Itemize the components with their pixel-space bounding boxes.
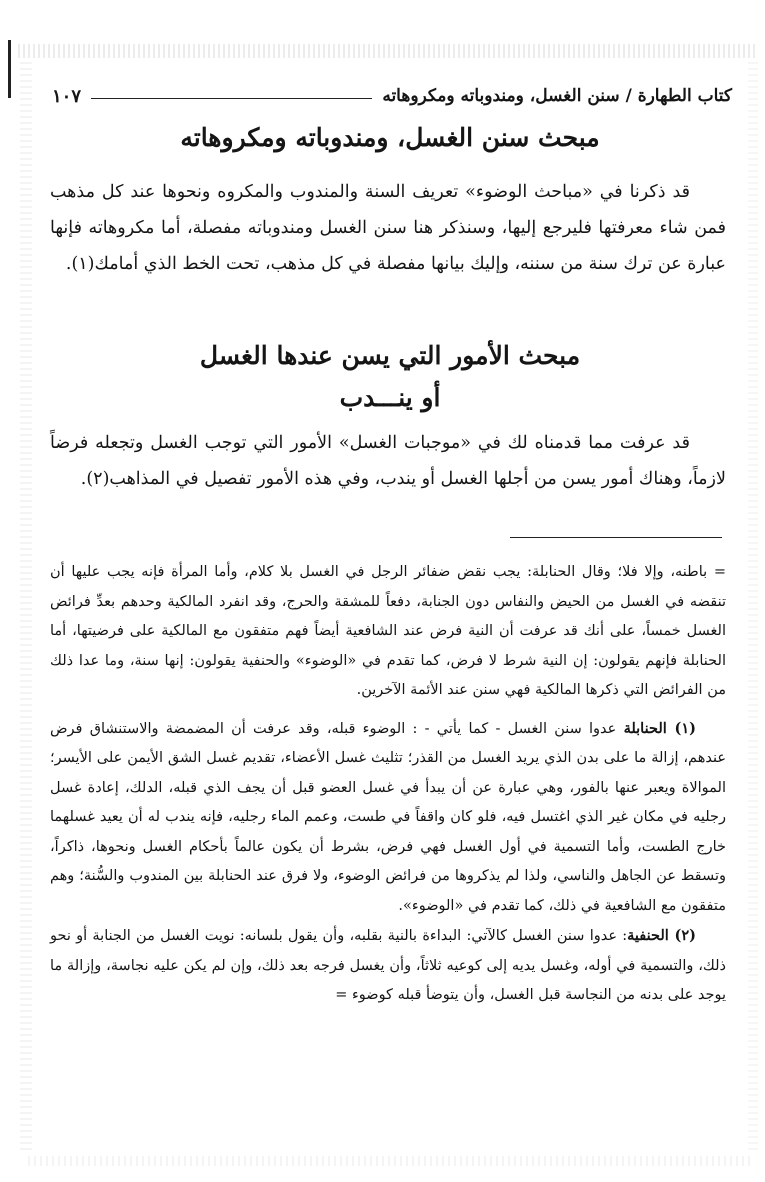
section2-body — [50, 425, 726, 497]
footnote-1-body: عدوا سنن الغسل - كما يأتي - : الوضوء قبله، وقد عرفت أن المضمضة والاستنشاق فرض عندهم، إزالة ما على بدن الذي يريد الغسل من القذر؛ تثليث غسل الأعضاء، تقديم غسل الشق الأيمن على الأيسر؛ الموالاة ويعبر عنها بالفور، وهي عبارة عن أن يبدأ في غسل العضو قبل أن يجف الذي قبله، الدلك، إعادة غسل رجليه في مكان غير الذي اغتسل فيه، فلو كان واقفاً في طست، وعمم الماء رجليه، فإنه يندب له أن يعيد غسلهما خارج الطست، وأما التسمية في أول الغسل فهي فرض، بشرط أن يكون عالماً بأحكام الغسل ونحوها، ذاكراً، وتسقط عن الجاهل والناسي، ولذا لم يذكروها من فرائض الوضوء، ولا فرق عند الحنابلة بين المندوب والسُّنة؛ وهم متفقون مع الشافعية في ذلك، كما تقدم في «الوضوء». — [50, 720, 726, 914]
footnote-1-lead: (١) الحنابلة — [623, 719, 696, 737]
footnote-2-body: : عدوا سنن الغسل كالآتي: البداءة بالنية بقلبه، وأن يقول بلسانه: نويت الغسل من الجنابة أو نحو ذلك، والتسمية في أوله، وغسل يديه إلى كوعيه ثلاثاً، وأن يغسل فرجه بعد ذلك، وإن لم يكن عليه نجاسة، وإزالة ما يوجد على بدنه من النجاسة قبل الغسل، وأن يتوضأ قبله كوضوء = — [50, 928, 726, 1003]
scan-noise-top — [18, 44, 756, 58]
running-title: كتاب الطهارة / سنن الغسل، ومندوباته ومكروهاته — [382, 86, 732, 106]
section-heading-ghusl-occasions-line2: أو ينـــدب — [339, 383, 441, 412]
section1-body — [50, 174, 726, 282]
scan-noise-left — [20, 60, 32, 1150]
scan-noise-bottom — [28, 1156, 750, 1166]
section-heading-ghusl-sunan: مبحث سنن الغسل، ومندوباته ومكروهاته — [180, 123, 600, 152]
running-header — [52, 80, 732, 112]
page-edge-mark — [8, 40, 11, 98]
footnote-2-lead: (٢) الحنفية — [627, 927, 697, 944]
footnote-continuation: = باطنه، وإلا فلا؛ وقال الحنابلة: يجب نقض ضفائر الرجل في الغسل بلا كلام، وأما المرأة فإنه يجب عليها أن تنقضه في الغسل من الحيض والنفاس دون الجنابة، دفعاً للمشقة والحرج، وقد انفرد المالكية وحدهم بعدِّ فرائض الغسل خمساً، على أنك قد عرفت أن النية فرض عند الشافعية أيضاً فهم متفقون مع المالكية على فرضيتها، أما الحنابلة فإنهم يقولون: إن النية شرط لا فرض، كما تقدم في «الوضوء» والحنفية يقولون: إنها سنة، وما عدا ذلك من الفرائض التي ذكرها المالكية فهي سنن عند الأئمة الآخرين. — [50, 564, 726, 698]
footnote-2 — [50, 921, 726, 1011]
footnote-1 — [50, 714, 726, 922]
scan-noise-right — [748, 60, 758, 1150]
footnote-separator — [510, 537, 722, 538]
header-rule — [91, 98, 372, 99]
footnotes — [50, 558, 726, 1011]
section2-paragraph: قد عرفت مما قدمناه لك في «موجبات الغسل» الأمور التي توجب الغسل وتجعله فرضاً لازماً، وهناك أمور يسن من أجلها الغسل أو يندب، وفي هذه الأمور تفصيل في المذاهب(٢). — [50, 433, 726, 489]
section-heading-ghusl-occasions: مبحث الأمور التي يسن عندها الغسل — [199, 341, 581, 370]
section1-paragraph: قد ذكرنا في «مباحث الوضوء» تعريف السنة والمندوب والمكروه ونحوها عند كل مذهب فمن شاء معرفتها فليرجع إليها، وسنذكر هنا سنن الغسل ومندوباته مفصلة، أما مكروهاته فإنها عبارة عن ترك سنة من سننه، وإليك بيانها مفصلة في كل مذهب، تحت الخط الذي أمامك(١). — [50, 182, 726, 274]
page-number: ١٠٧ — [52, 85, 82, 107]
